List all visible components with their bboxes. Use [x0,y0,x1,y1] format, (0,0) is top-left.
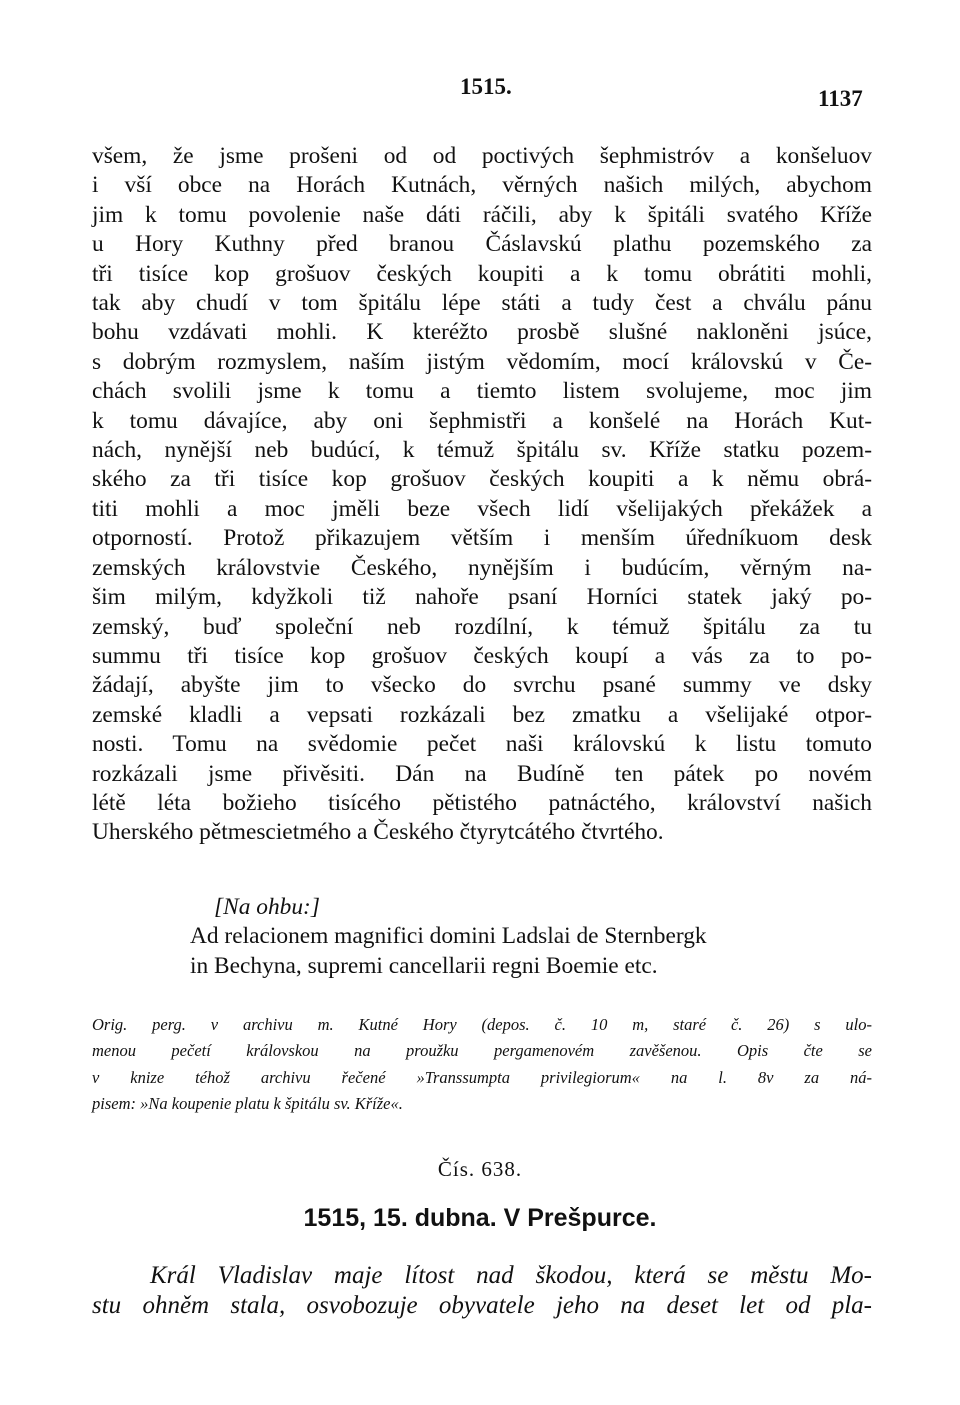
source-note-line: Orig. perg. v archivu m. Kutné Hory (depos. č. 10 m, staré č. 26) s ulo- [92,1015,872,1034]
document-summary [92,1261,872,1321]
text-line: k tomu dávajíce, aby oni šephmistři a konšelé na Horách Kut- [92,407,872,434]
document-number: Čís. 638. [437,1157,523,1181]
summary-line: stu ohněm stala, osvobozuje obyvatele jeho na deset let od pla- [92,1292,872,1319]
source-note [92,1012,872,1117]
text-line: šim milým, kdyžkoli tiž nahoře psaní Horníci statek jaký po- [92,584,872,611]
endorsement-line: in Bechyna, supremi cancellarii regni Boemie etc. [190,952,658,979]
text-line: nách, nynější neb budúcí, k témuž špitálu sv. Kříže statku pozem- [92,437,872,464]
text-line: zemských královstvie Českého, nynějším i budúcím, věrným na- [92,554,872,581]
text-line: tak aby chudí v tom špitálu lépe státi a tudy čest a chválu pánu [92,290,872,317]
source-note-line: pisem: »Na koupenie platu k špitálu sv. Kříže«. [92,1093,403,1113]
text-line: zemský, buď společní neb rozdílní, k témuž špitálu za tu [92,613,872,640]
document-dateline: 1515, 15. dubna. V Prešpurce. [303,1204,657,1232]
text-line: rozkázali jsme přivěsiti. Dán na Budíně ten pátek po novém [92,760,872,787]
text-line: jim k tomu povolenie naše dáti ráčili, aby k špitáli svatého Kříže [92,201,872,228]
page-number: 1137 [818,86,863,111]
text-line: titi mohli a moc jměli beze všech lidí všelijakých překážek a [92,495,872,522]
text-line: tři tisíce kop grošuov českých koupiti a k tomu obrátiti mohli, [92,260,872,287]
text-line: s dobrým rozmyslem, naším jistým vědomím, mocí královskú v Če- [92,348,872,375]
text-line: ského za tři tisíce kop grošuov českých koupiti a k němu obrá- [92,466,872,493]
charter-text [92,142,872,848]
text-line: létě léta božieho tisícého pětistého patnáctého, království našich [92,789,872,816]
summary-line: Král Vladislav maje lítost nad škodou, která se městu Mo- [150,1262,872,1289]
text-line: chách svolili jsme k tomu a tiemto listem svolujeme, moc jim [92,378,872,405]
text-line: všem, že jsme prošeni od od poctivých šephmistróv a konšeluov [92,143,872,169]
text-line: i vší obce na Horách Kutnách, věrných našich milých, abychom [92,172,872,199]
endorsement [190,893,880,981]
text-line: otporností. Protož přikazujem větším i menším úředníkuom desk [92,525,872,552]
endorsement-line: Ad relacionem magnifici domini Ladslai de Sternbergk [190,923,707,950]
text-line: žádají, abyšte jim to všecko do svrchu psané summy ve dsky [92,672,872,699]
source-note-line: menou pečetí královskou na proužku pergamenovém zavěšenou. Opis čte se [92,1041,872,1061]
source-note-line: v knize téhož archivu řečené »Transsumpta privilegiorum« na l. 8v za ná- [92,1067,872,1087]
running-header-year: 1515. [460,74,512,99]
text-line: nosti. Tomu na svědomie pečet naši královskú k listu tomuto [92,731,872,758]
text-line: zemské kladli a vepsati rozkázali bez zmatku a všelijaké otpor- [92,701,872,728]
text-line: summu tři tisíce kop grošuov českých koupí a vás za to po- [92,642,872,669]
text-line: u Hory Kuthny před branou Čáslavskú plathu pozemského za [92,231,872,258]
text-line: bohu vzdávati mohli. K kteréžto prosbě slušné nakloněni jsúce, [92,319,872,346]
endorsement-heading: [Na ohbu:] [214,894,320,920]
text-line: Uherského pětmescietmého a Českého čtyrytcátého čtvrtého. [92,819,664,846]
running-header [0,74,960,114]
